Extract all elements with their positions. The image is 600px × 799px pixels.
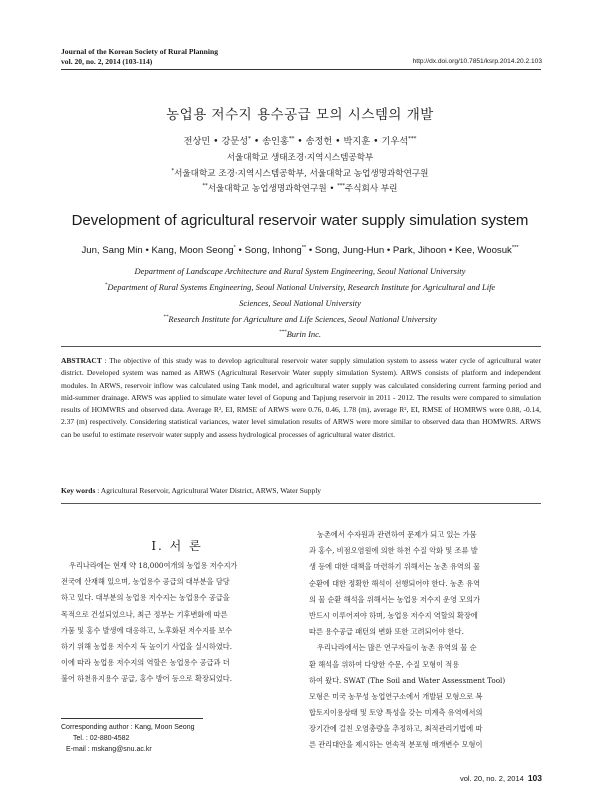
- body-column-left: [61, 558, 293, 688]
- english-affiliation-4-text: Burin Inc.: [286, 329, 322, 339]
- corresponding-author: Corresponding author : Kang, Moon Seong: [61, 724, 195, 731]
- author-mark: **: [288, 135, 295, 142]
- affiliation-mark: ***: [278, 329, 287, 336]
- english-affiliation-2-line2: Sciences, Seoul National University: [239, 298, 361, 308]
- author-separator: •: [142, 245, 152, 256]
- english-authors: [0, 245, 600, 256]
- abstract-line: of agricultural water district. Developed system was named as ARWS (Agricultural Reservoir Water supply simulation System).: [61, 356, 541, 378]
- body-line: 의 물 순환 해석을 위해서는 농업용 저수지 운영 모의가: [309, 594, 481, 604]
- page-footer: [460, 773, 542, 783]
- keywords-bottom-rule: [61, 503, 541, 504]
- korean-affiliation-2-text: 서울대학교 조경·지역시스템공학부, 서울대학교 농업생명과학연구원: [174, 169, 429, 179]
- footer-issue: vol. 20, no. 2, 2014: [460, 774, 524, 783]
- korean-author-name: 송인홍: [262, 136, 289, 147]
- body-line: 농촌에서 수자원과 관련하여 문제가 되고 있는 가뭄: [317, 530, 477, 539]
- body-line: 환 해석을 위하여 다양한 수문, 수질 모형이 적용: [309, 659, 460, 669]
- english-author-name: Park, Jihoon: [392, 245, 447, 256]
- author-separator: •: [370, 136, 382, 147]
- korean-affiliation-2: [0, 167, 600, 179]
- abstract-line: ARWS consists of platform and independent modules. In ARWS, reservoir inflow was calculated using Tank model, and agricultural: [61, 368, 541, 390]
- journal-name: Journal of the Korean Society of Rural Planning: [61, 47, 219, 56]
- body-line: 합토지이용상태 및 토양 특성을 갖는 미계측 유역에서의: [309, 708, 483, 718]
- affiliation-mark: ***: [337, 183, 345, 190]
- body-line: 불어 하천유지용수 공급, 홍수 방어 등으로 확장되었다.: [61, 674, 233, 684]
- body-line: 하고 있다. 대부분의 농업용 저수지는 농업용수 공급을: [61, 593, 230, 603]
- korean-affiliation-3: [0, 182, 600, 194]
- english-affiliation-3-text: Research Institute for Agriculture and Life Sciences, Seoul National University: [168, 314, 437, 324]
- affiliation-mark: **: [202, 183, 208, 190]
- korean-authors: [0, 133, 600, 147]
- korean-author-name: 강문성: [221, 136, 249, 147]
- journal-issue: vol. 20, no. 2, 2014 (103-114): [61, 57, 153, 66]
- korean-title: 농업용 저수지 용수공급 모의 시스템의 개발: [166, 107, 434, 123]
- author-separator: •: [235, 245, 245, 256]
- body-line: 목적으로 건설되었으나, 최근 정부는 기후변화에 따른: [61, 609, 228, 619]
- affiliation-mark: *: [104, 282, 108, 289]
- body-line: 모형은 미국 농무성 농업연구소에서 개발된 모형으로 복: [309, 691, 483, 701]
- corresponding-email[interactable]: E-mail : mskang@snu.ac.kr: [66, 746, 152, 753]
- korean-author-name: 송정헌: [305, 136, 333, 147]
- body-line: 순환에 대한 정확한 해석이 선행되어야 한다. 농촌 유역: [309, 578, 481, 588]
- korean-affiliation-1: 서울대학교 생태조경·지역시스템공학부: [226, 153, 374, 163]
- english-affiliation-2: [60, 279, 540, 311]
- english-affiliation-2-line1: Department of Rural Systems Engineering, Seoul National University, Research Institute for Agricultural and Life: [107, 282, 496, 292]
- abstract: [61, 355, 541, 441]
- keywords-label: Key words: [61, 486, 96, 495]
- abstract-top-rule: [61, 346, 541, 347]
- author-mark: **: [301, 244, 307, 251]
- english-author-name: Song, Inhong: [244, 245, 302, 256]
- english-author-name: Kang, Moon Seong: [151, 245, 234, 256]
- english-affiliation-4: [60, 326, 540, 342]
- keywords-text: : Agricultural Reservoir, Agricultural Water District, ARWS, Water Supply: [95, 486, 322, 495]
- author-separator: •: [250, 136, 263, 147]
- author-mark: *: [233, 244, 236, 251]
- korean-affiliation-3a-text: 서울대학교 농업생명과학연구원 •: [207, 184, 338, 194]
- author-mark: ***: [408, 135, 417, 142]
- korean-author-name: 박지훈: [343, 136, 371, 147]
- abstract-line: water supply was calculated considering current farming period and mid-summer drainage. ARWS was applied to simulate water level: [61, 380, 541, 402]
- body-column-right: [309, 527, 541, 754]
- affiliation-mark: *: [171, 168, 175, 175]
- body-line: 따른 용수공급 패턴의 변화 또한 고려되어야 한다.: [309, 627, 464, 637]
- abstract-line: HOMWRS. ARWS can be useful to estimate reservoir water supply and assess hydrological processes of agricultural water district.: [61, 417, 541, 439]
- english-author-name: Jun, Sang Min: [81, 245, 143, 256]
- body-line: 장기간에 걸친 오염총량을 추정하고, 최적관리기법에 따: [309, 724, 483, 734]
- body-line: 이에 따라 농업용 저수지의 역할은 농업용수 공급과 더: [61, 658, 230, 668]
- abstract-label: ABSTRACT: [61, 356, 102, 365]
- korean-author-name: 기우석: [381, 136, 409, 147]
- body-line: 우리나라에는 현재 약 18,000여개의 농업용 저수지가: [69, 561, 238, 570]
- body-line: 가뭄 및 홍수 발생에 대응하고, 노후화된 저수지를 보수: [61, 625, 233, 635]
- author-mark: ***: [511, 244, 519, 251]
- body-line: 우리나라에서는 많은 연구자들이 농촌 유역의 물 순: [317, 643, 477, 653]
- header-rule: [61, 69, 541, 70]
- abstract-line: : The objective of this study was to develop agricultural reservoir water supply simulation system to assess water cycle: [101, 356, 476, 365]
- body-line: 과 홍수, 비점오염원에 의한 하천 수질 악화 및 조류 발: [309, 546, 478, 556]
- author-mark: *: [248, 135, 251, 142]
- korean-author-name: 전상민: [183, 136, 211, 147]
- corresponding-tel: Tel. : 02-880-4582: [73, 735, 130, 742]
- english-author-name: Song, Jung-Hun: [314, 245, 385, 256]
- page-number: 103: [527, 773, 542, 783]
- english-affiliation-1: Department of Landscape Architecture and Rural System Engineering, Seoul National University: [134, 266, 466, 276]
- author-separator: •: [306, 245, 315, 256]
- doi-link[interactable]: http://dx.doi.org/10.7851/ksrp.2014.20.2.103: [412, 58, 542, 65]
- keywords: [61, 486, 541, 495]
- author-separator: •: [210, 136, 222, 147]
- author-separator: •: [446, 245, 455, 256]
- affiliation-mark: **: [163, 314, 169, 321]
- body-line: 하기 위해 농업용 저수지 둑 높이기 사업을 실시하였다.: [61, 641, 233, 651]
- abstract-line: Average R², EI, RMSE of ARWS were 0.76, 0.46, 1.78 (m), average R², EI, RMSE of HOMRWS were 0.88, -0.14, 2.37 (m): [61, 405, 541, 427]
- body-line: 생 등에 대한 대책을 마련하기 위해서는 농촌 유역의 물: [309, 562, 481, 572]
- body-line: 른 관리대안을 제시하는 연속적 분포형 매개변수 모형이: [309, 740, 483, 750]
- section-title-introduction: I. 서 론: [151, 539, 203, 553]
- author-separator: •: [294, 136, 306, 147]
- korean-affiliation-3b-text: 주식회사 부린: [344, 184, 398, 194]
- english-author-name: Kee, Woosuk: [454, 245, 512, 256]
- english-affiliation-3: [60, 311, 540, 327]
- abstract-line: respectively. Considering statistical variances, water level simulation results of ARWS were more similar to observed data than: [89, 417, 480, 427]
- body-line: 전국에 산재해 있으며, 농업용수 공급의 대부분을 담당: [61, 577, 230, 587]
- english-title: Development of agricultural reservoir water supply simulation system: [71, 212, 529, 229]
- author-separator: •: [384, 245, 393, 256]
- author-separator: •: [332, 136, 344, 147]
- body-line: 반드시 이루어져야 하며, 농업용 저수지 역할의 확장에: [309, 610, 478, 620]
- abstract-line: of Gopung and Tapjung reservoir in 2011 - 2012. The results were compared to simulation results of HOMWRS and observed data.: [61, 392, 542, 415]
- footnote-rule: [61, 718, 203, 719]
- body-line: 하여 왔다. SWAT (The Soil and Water Assessment Tool): [309, 675, 506, 685]
